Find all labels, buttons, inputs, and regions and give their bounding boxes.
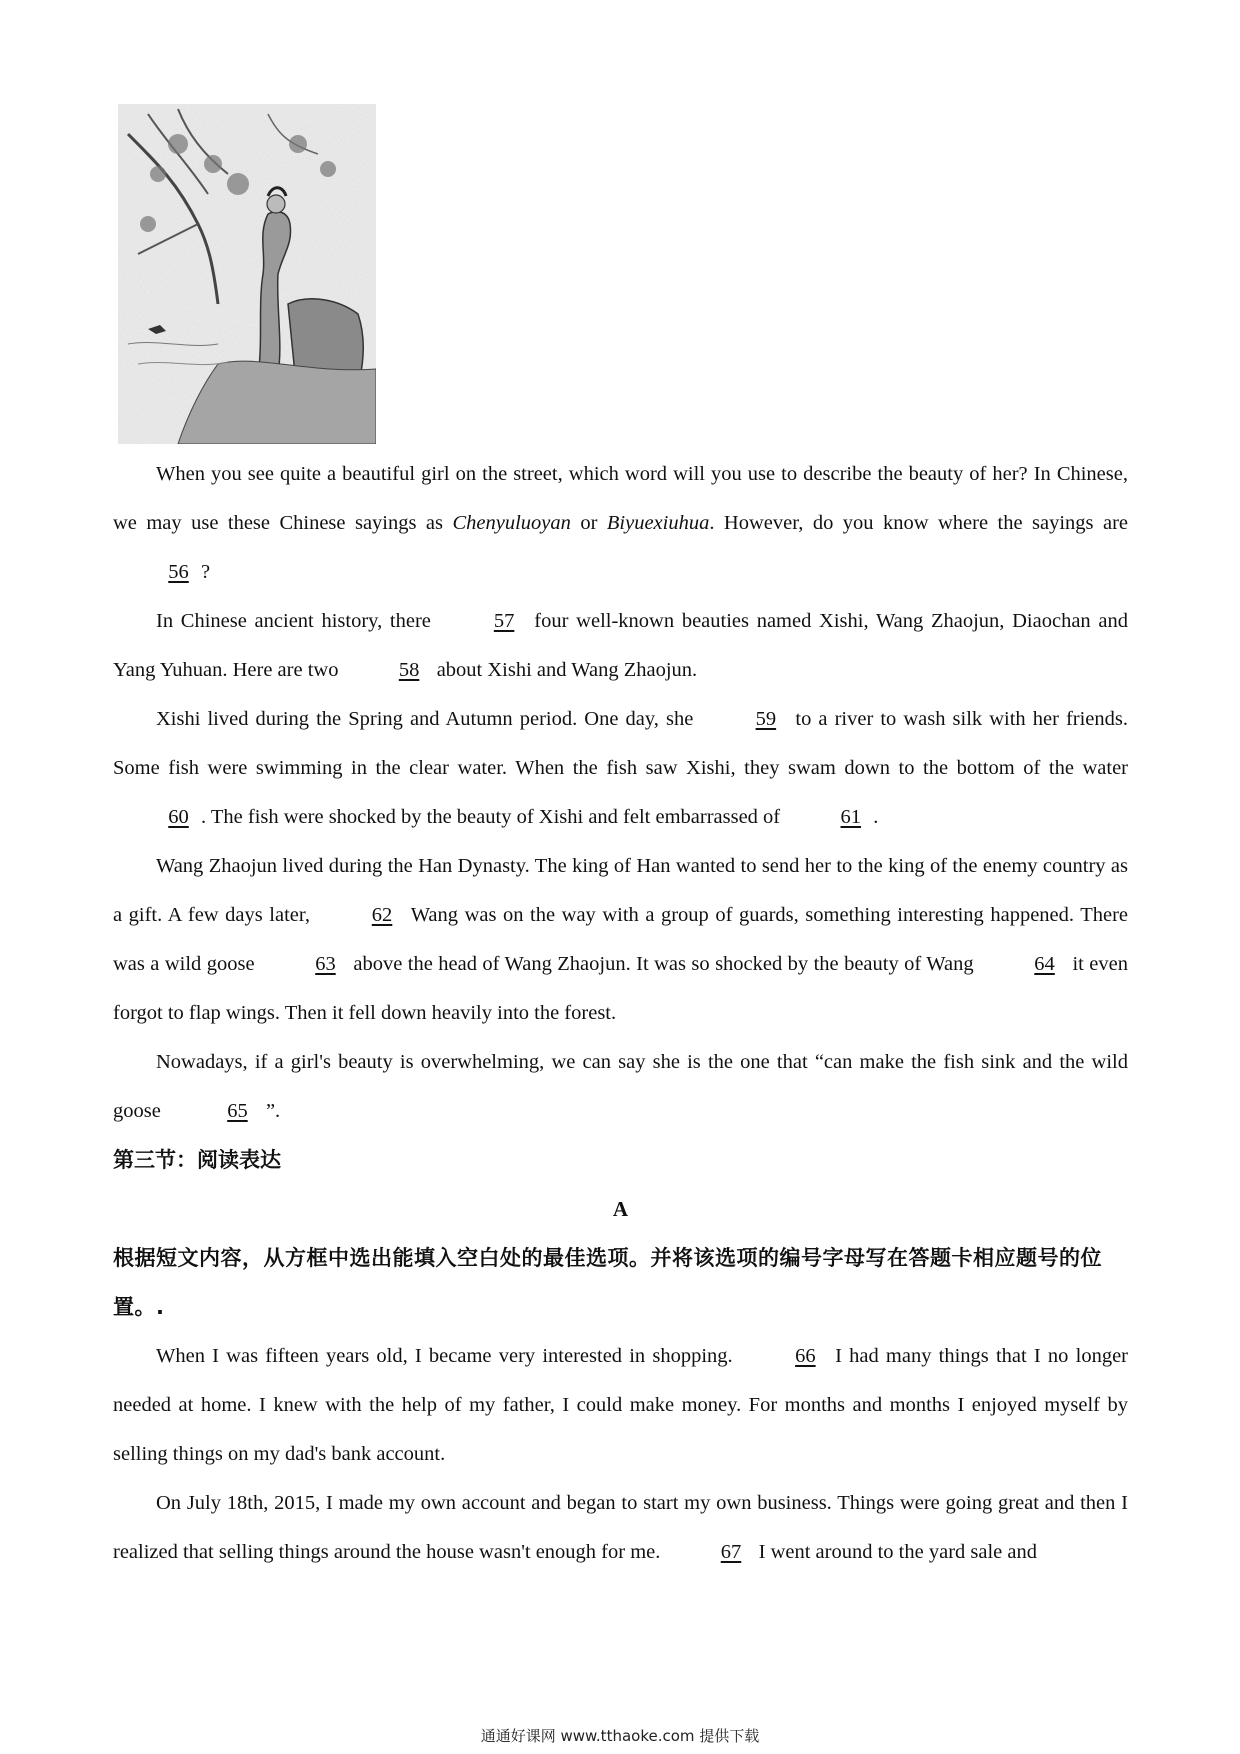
text-segment: . The fish were shocked by the beauty of Xishi and felt embarrassed of	[201, 806, 786, 828]
blank-65[interactable]: 65	[227, 1100, 248, 1122]
part-label: A	[612, 1197, 629, 1221]
text-segment: When you see quite a beautiful girl on the street, which word will you use to describe the beauty of her? In Chinese, we may use these Chinese sayings as	[113, 463, 1128, 534]
text-segment: ?	[201, 561, 211, 583]
blank-66[interactable]: 66	[795, 1345, 816, 1367]
section-instruction: 根据短文内容，从方框中选出能填入空白处的最佳选项。并将该选项的编号字母写在答题卡相应题号的位置。.	[113, 1246, 1102, 1319]
text-segment: When I was fifteen years old, I became very interested in shopping.	[156, 1345, 740, 1367]
text-segment: On July 18th, 2015, I made my own account and began to start my own business. Things were going great and then I realized that selling things around the house wasn't enough for me.	[113, 1492, 1128, 1563]
paragraph-history	[113, 597, 1128, 695]
text-segment: to a river to wash silk with her friends. Some fish were swimming in the clear water. When the fish saw Xishi, they swam down to the bottom of the water	[113, 708, 1129, 779]
page-footer: 通通好课网 www.tthaoke.com 提供下载	[480, 1727, 760, 1745]
blank-57[interactable]: 57	[493, 610, 515, 632]
italic-term: Biyuexiuhua	[606, 512, 710, 534]
text-segment: .	[873, 806, 879, 828]
text-segment: Nowadays, if a girl's beauty is overwhelming, we can say she is the one that “can make the fish sink and the wild goose	[113, 1051, 1128, 1122]
text-segment: . However, do you know where the sayings are	[709, 512, 1128, 534]
italic-term: Chenyuluoyan	[452, 512, 571, 534]
text-segment: about Xishi and Wang Zhaojun.	[431, 659, 698, 681]
text-segment: Wang was on the way with a group of guards, something interesting happened. There was a wild goose	[113, 904, 1128, 975]
text-segment: ”.	[265, 1100, 281, 1122]
text-segment: Xishi lived during the Spring and Autumn period. One day, she	[156, 708, 701, 730]
paragraph-wang-zhaojun	[113, 842, 1128, 1038]
text-segment: In Chinese ancient history, there	[156, 610, 439, 632]
blank-59[interactable]: 59	[755, 708, 777, 730]
text-segment: above the head of Wang Zhaojun. It was so shocked by the beauty of Wang	[347, 953, 980, 975]
paragraph-shopping	[113, 1332, 1128, 1479]
blank-58[interactable]: 58	[398, 659, 420, 681]
text-segment: it even forgot to flap wings. Then it fell down heavily into the forest.	[113, 953, 1128, 1024]
blank-64[interactable]: 64	[1034, 953, 1055, 975]
passage-one	[113, 450, 1128, 1577]
ancient-painting-illustration	[118, 104, 376, 444]
text-segment: or	[570, 512, 607, 534]
paragraph-business	[113, 1479, 1128, 1577]
text-segment: I went around to the yard sale and	[753, 1541, 1037, 1563]
text-segment: four well-known beauties named Xishi, Wang Zhaojun, Diaochan and Yang Yuhuan. Here are two	[113, 610, 1128, 681]
blank-56[interactable]: 56	[168, 561, 189, 583]
blank-60[interactable]: 60	[168, 806, 189, 828]
painting-image	[118, 104, 376, 444]
section-title: 第三节：阅读表达	[113, 1148, 281, 1172]
paragraph-conclusion	[113, 1038, 1128, 1136]
paragraph-xishi	[113, 695, 1128, 842]
blank-62[interactable]: 62	[371, 904, 393, 926]
blank-63[interactable]: 63	[315, 953, 336, 975]
blank-61[interactable]: 61	[840, 806, 862, 828]
paragraph-intro	[113, 450, 1128, 597]
blank-67[interactable]: 67	[720, 1541, 742, 1563]
text-segment: Wang Zhaojun lived during the Han Dynasty. The king of Han wanted to send her to the king of the enemy country as a gift. A few days later,	[113, 855, 1128, 926]
text-segment: I had many things that I no longer needed at home. I knew with the help of my father, I could make money. For months and months I enjoyed myself by selling things on my dad's bank account.	[113, 1345, 1129, 1465]
